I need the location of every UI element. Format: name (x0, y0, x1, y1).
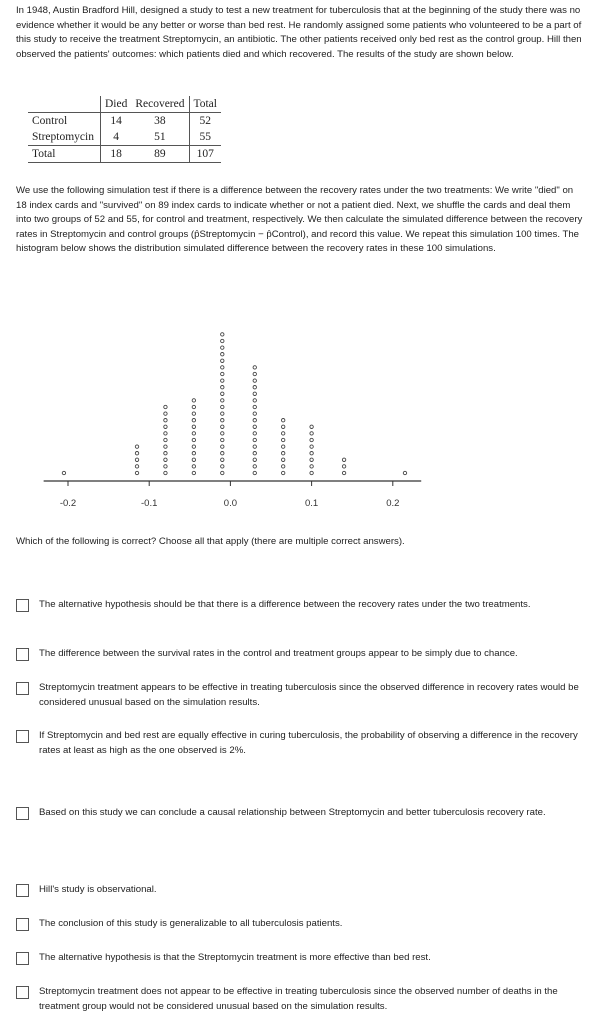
dot-point (164, 405, 167, 408)
x-tick-label: 0.0 (223, 498, 238, 509)
dot-point (221, 465, 224, 468)
dot-point (310, 465, 313, 468)
x-tick-label: 0.1 (304, 498, 319, 509)
table-cell: 52 (189, 113, 221, 130)
dot-point (164, 412, 167, 415)
dot-point (221, 471, 224, 474)
dot-point (62, 471, 65, 474)
dot-point (192, 445, 195, 448)
dot-point (221, 379, 224, 382)
table-cell: 89 (131, 146, 189, 163)
table-cell: 51 (154, 131, 166, 143)
option-label: Based on this study we can conclude a causal relationship between Streptomycin and better tuberculosis recovery rate. (39, 807, 546, 818)
option-label: Streptomycin treatment appears to be effective in treating tuberculosis since the observed difference in recovery rates would be considered unusual based on the simulation results. (39, 682, 579, 708)
option-3[interactable] (16, 729, 586, 758)
dot-point (253, 425, 256, 428)
dot-point (221, 412, 224, 415)
dot-point (221, 432, 224, 435)
table-header-recovered: Recovered (131, 96, 189, 113)
dot-point (253, 465, 256, 468)
dot-point (192, 419, 195, 422)
intro-paragraph: In 1948, Austin Bradford Hill, designed a study to test a new treatment for tuberculosis that at the beginning of the study there was no evidence whether it would be any better or worse than bed rest. He randomly assigned some patients who volunteered to be a part of this study to receive the treatment Streptomycin, an antibiotic. The other patients received only bed rest as the control group. Hill then observed the patients' outcomes: which patients died and which recovered. The results of the study are shown below. (16, 5, 582, 60)
table-cell: 107 (189, 146, 221, 163)
question-text: Which of the following is correct? Choose all that apply (there are multiple correct answers). (16, 536, 405, 547)
dot-point (253, 399, 256, 402)
row-label: Streptomycin (28, 129, 100, 146)
dot-point (135, 452, 138, 455)
option-7[interactable] (16, 951, 586, 966)
simulation-paragraph: We use the following simulation test if there is a difference between the recovery rates under the two treatments: We write "died" on 18 index cards and "survived" on 89 index cards to indicate whether or not a patient died. Next, we shuffle the cards and deal them into two groups of 52 and 55, for control and treatment, respectively. We then calculate the simulated difference between the recovery rates in Streptomycin and control groups (p̂Streptomycin − p̂Control), and record this value. We repeat this simulation 100 times. The histogram below shows the distribution simulated difference between the recovery rates in these 100 simulations. (16, 185, 583, 255)
dot-point (192, 432, 195, 435)
table-row (28, 146, 221, 163)
dot-point (281, 438, 284, 441)
dot-point (221, 425, 224, 428)
dot-point (164, 445, 167, 448)
dot-point (221, 333, 224, 336)
table-header-blank (28, 96, 100, 113)
dot-point (310, 438, 313, 441)
x-tick-label: -0.1 (141, 498, 158, 509)
dot-point (221, 386, 224, 389)
dot-point (192, 458, 195, 461)
table-row (28, 129, 221, 146)
dot-point (164, 471, 167, 474)
dot-point (221, 445, 224, 448)
dot-point (253, 386, 256, 389)
dot-point (135, 465, 138, 468)
dot-point (342, 465, 345, 468)
option-6[interactable] (16, 917, 586, 932)
dot-point (164, 465, 167, 468)
dot-point (253, 379, 256, 382)
option-label: The alternative hypothesis should be that there is a difference between the recovery rates under the two treatments. (39, 599, 531, 610)
option-8[interactable] (16, 985, 586, 1014)
table-row (28, 113, 221, 130)
dot-point (221, 339, 224, 342)
dot-point (135, 458, 138, 461)
dot-point (253, 405, 256, 408)
table-cell: 14 (110, 115, 122, 127)
dot-point (221, 458, 224, 461)
dot-point (221, 452, 224, 455)
option-label: If Streptomycin and bed rest are equally effective in curing tuberculosis, the probability of observing a difference in the recovery rates at least as high as the one observed is 2%. (39, 730, 578, 756)
dot-point (281, 458, 284, 461)
option-checkbox[interactable] (16, 952, 29, 965)
dot-point (281, 465, 284, 468)
dot-point (403, 471, 406, 474)
dot-point (253, 412, 256, 415)
dot-point (253, 452, 256, 455)
dot-point (342, 471, 345, 474)
dot-point (164, 419, 167, 422)
dot-point (342, 458, 345, 461)
table-cell: 4 (113, 131, 120, 143)
dot-point (164, 452, 167, 455)
dot-point (221, 405, 224, 408)
x-tick-label: -0.2 (59, 498, 77, 509)
option-checkbox[interactable] (16, 648, 29, 661)
dot-point (281, 432, 284, 435)
dot-point (253, 392, 256, 395)
dot-point (253, 366, 256, 369)
option-2[interactable] (16, 681, 586, 710)
dot-point (135, 471, 138, 474)
dot-point (221, 346, 224, 349)
option-checkbox[interactable] (16, 918, 29, 931)
dot-point (221, 392, 224, 395)
dot-point (281, 425, 284, 428)
dot-point (221, 419, 224, 422)
results-table (28, 96, 221, 163)
option-checkbox[interactable] (16, 884, 29, 897)
table-cell: 18 (100, 146, 131, 163)
dot-point (281, 471, 284, 474)
dot-point (192, 405, 195, 408)
row-label: Total (28, 146, 100, 163)
dot-point (310, 458, 313, 461)
dot-point (221, 359, 224, 362)
option-5[interactable] (16, 883, 586, 898)
option-label: Streptomycin treatment does not appear to be effective in treating tuberculosis since the observed number of deaths in the treatment group would not be considered unusual based on the simulation results. (39, 986, 558, 1012)
table-header-died: Died (100, 96, 131, 113)
option-checkbox[interactable] (16, 986, 29, 999)
dot-point (221, 438, 224, 441)
dot-point (310, 445, 313, 448)
table-cell: 38 (154, 115, 166, 127)
dot-point (310, 425, 313, 428)
option-0[interactable] (16, 598, 586, 613)
option-checkbox[interactable] (16, 730, 29, 743)
dot-point (310, 452, 313, 455)
dot-point (192, 438, 195, 441)
dot-point (281, 445, 284, 448)
option-label: The conclusion of this study is generalizable to all tuberculosis patients. (39, 918, 343, 929)
option-checkbox[interactable] (16, 807, 29, 820)
row-label: Control (28, 113, 100, 130)
dot-point (310, 432, 313, 435)
dot-point (281, 452, 284, 455)
dot-point (221, 372, 224, 375)
option-1[interactable] (16, 647, 586, 662)
dot-point (310, 471, 313, 474)
option-label: Hill's study is observational. (39, 884, 157, 895)
dot-point (192, 471, 195, 474)
option-checkbox[interactable] (16, 682, 29, 695)
dot-point (253, 372, 256, 375)
x-tick-label: 0.2 (386, 498, 400, 509)
dot-point (221, 366, 224, 369)
dot-point (253, 445, 256, 448)
dot-point (253, 438, 256, 441)
dot-point (253, 419, 256, 422)
dot-point (192, 399, 195, 402)
dot-point (192, 452, 195, 455)
dot-point (164, 425, 167, 428)
dot-plot-chart (0, 285, 598, 510)
dot-point (253, 458, 256, 461)
dot-point (164, 432, 167, 435)
dot-point (192, 465, 195, 468)
dot-point (221, 399, 224, 402)
dot-point (164, 438, 167, 441)
option-checkbox[interactable] (16, 599, 29, 612)
option-label: The difference between the survival rates in the control and treatment groups appear to be simply due to chance. (39, 648, 518, 659)
dot-point (221, 353, 224, 356)
dot-point (192, 412, 195, 415)
dot-point (164, 458, 167, 461)
option-4[interactable] (16, 806, 586, 821)
table-header-total: Total (189, 96, 221, 113)
table-cell: 55 (189, 129, 221, 146)
dot-point (253, 471, 256, 474)
dot-point (281, 419, 284, 422)
dot-point (135, 445, 138, 448)
dot-point (192, 425, 195, 428)
option-label: The alternative hypothesis is that the Streptomycin treatment is more effective than bed rest. (39, 952, 431, 963)
dot-point (253, 432, 256, 435)
